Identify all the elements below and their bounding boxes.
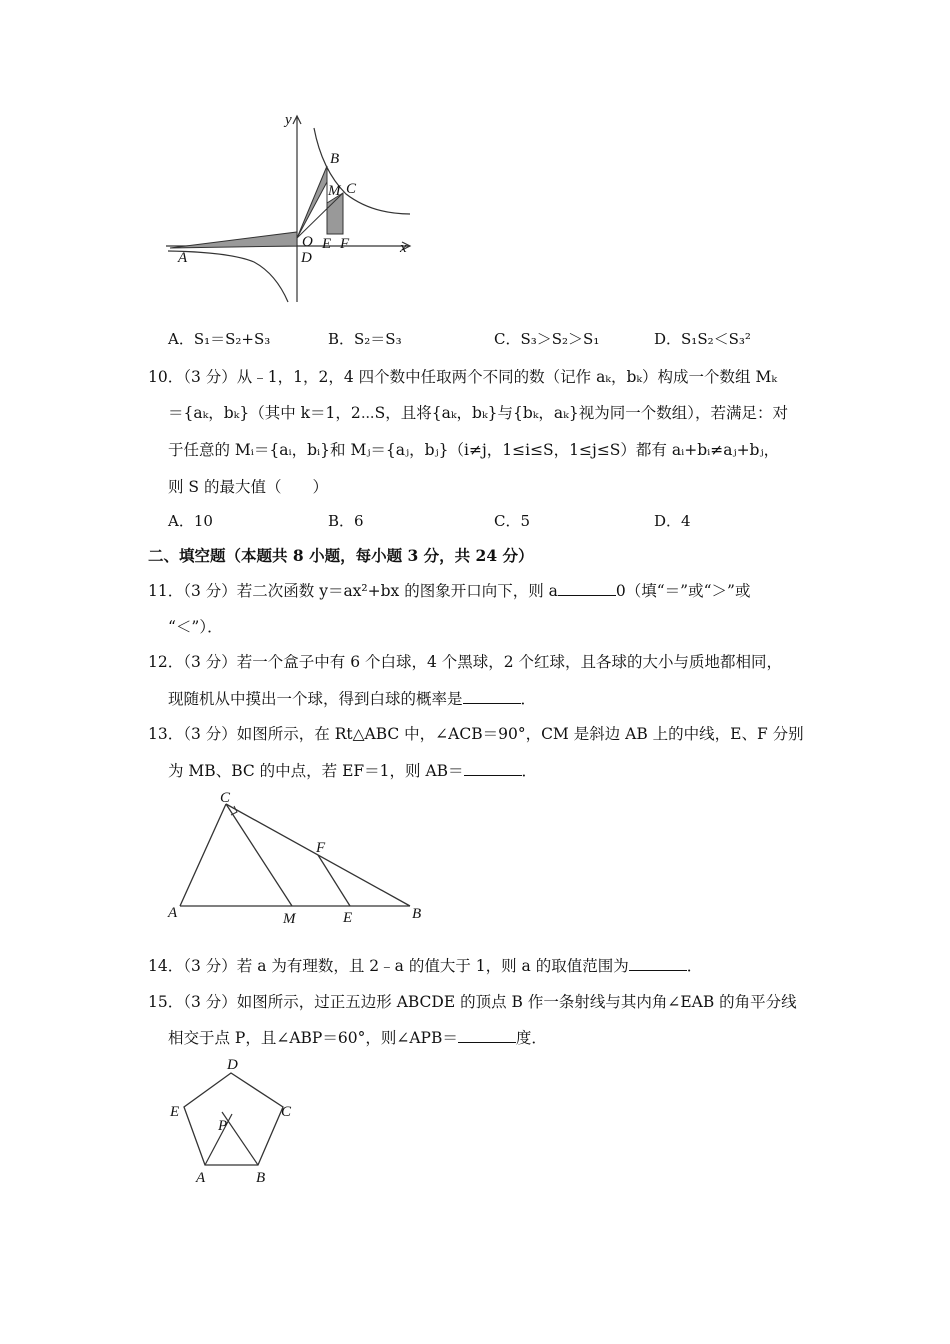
q10-option-b[interactable]: B．6 (328, 512, 364, 530)
q12-answer-blank[interactable] (463, 689, 521, 704)
label-f: F (316, 840, 326, 856)
shaded-region-mefc (327, 193, 343, 234)
shaded-triangle-aod (170, 232, 297, 248)
q9-option-b[interactable]: B．S₂＝S₃ (328, 330, 402, 348)
q9-option-d[interactable]: D．S₁S₂＜S₃² (654, 330, 751, 348)
segment-fe (318, 855, 350, 906)
q13-line-2 (168, 759, 537, 781)
q13-triangle-figure (160, 785, 440, 930)
q15-text-a: 相交于点 P，且∠ABP＝60°，则∠APB＝ (168, 1029, 458, 1047)
q11-line-1 (148, 579, 750, 601)
label-c: C (281, 1104, 292, 1120)
q10-line-1: 10．（3 分）从﹣1，1，2，4 四个数中任取两个不同的数（记作 aₖ，bₖ）构成一个数组 Mₖ (148, 368, 777, 386)
label-e: E (170, 1104, 180, 1120)
q13-line-1: 13．（3 分）如图所示，在 Rt△ABC 中，∠ACB＝90°，CM 是斜边 AB 上的中线，E、F 分别 (148, 725, 804, 743)
q10-option-c[interactable]: C．5 (494, 512, 531, 530)
q14-text-b: ． (686, 957, 703, 975)
q11-line-2: “＜”）． (168, 618, 223, 636)
q12-line-2 (168, 687, 536, 709)
q13-text-a: 为 MB、BC 的中点，若 EF＝1，则 AB＝ (168, 762, 464, 780)
q9-option-c[interactable]: C．S₃＞S₂＞S₁ (494, 330, 600, 348)
label-m: M (283, 911, 296, 927)
label-c: C (346, 181, 357, 197)
label-m: M (328, 183, 341, 199)
label-x: x (400, 240, 407, 256)
q15-answer-blank[interactable] (458, 1028, 516, 1043)
q11-answer-blank[interactable] (558, 581, 616, 596)
q15-pentagon-figure (160, 1052, 310, 1192)
label-a: A (168, 905, 178, 921)
label-d: D (227, 1057, 238, 1073)
q9-option-a[interactable]: A．S₁＝S₂+S₃ (168, 330, 271, 348)
q11-text-b: 0（填“＝”或“＞”或 (615, 582, 751, 600)
label-b: B (256, 1170, 266, 1186)
q15-text-b: 度． (515, 1029, 547, 1047)
label-d: D (301, 250, 312, 266)
q10-line-4: 则 S 的最大值（ ） (168, 478, 328, 496)
label-p: P (218, 1118, 228, 1134)
q12-line-1: 12．（3 分）若一个盒子中有 6 个白球，4 个黑球，2 个红球，且各球的大小与质地都相同， (148, 653, 783, 671)
q10-line-2: ＝{aₖ，bₖ}（其中 k＝1，2⋯S，且将{aₖ，bₖ}与{bₖ，aₖ}视为同一个数组），若满足：对 (168, 404, 788, 422)
q10-option-d[interactable]: D．4 (654, 512, 691, 530)
section-2-heading: 二、填空题（本题共 8 小题，每小题 3 分，共 24 分） (148, 546, 534, 565)
q9-hyperbola-figure (160, 108, 420, 308)
q14-answer-blank[interactable] (629, 956, 687, 971)
q13-text-b: ． (521, 762, 538, 780)
label-a: A (178, 250, 188, 266)
label-b: B (330, 151, 340, 167)
label-b: B (412, 906, 422, 922)
q12-text-a: 现随机从中摸出一个球，得到白球的概率是 (168, 690, 463, 708)
q12-text-b: ． (520, 690, 537, 708)
q14-text-a: 14．（3 分）若 a 为有理数，且 2﹣a 的值大于 1，则 a 的取值范围为 (148, 957, 629, 975)
pentagon-abcde (184, 1073, 283, 1165)
median-cm (226, 804, 292, 906)
q15-line-1: 15．（3 分）如图所示，过正五边形 ABCDE 的顶点 B 作一条射线与其内角∠EAB 的角平分线 (148, 993, 797, 1011)
side-ac (180, 804, 226, 906)
hyperbola-branch-right (314, 128, 410, 214)
label-y: y (285, 112, 292, 128)
q10-option-a[interactable]: A．10 (168, 512, 213, 530)
label-a: A (196, 1170, 206, 1186)
label-o: O (302, 234, 313, 250)
label-f: F (340, 236, 350, 252)
q10-line-3: 于任意的 Mᵢ＝{aᵢ，bᵢ}和 Mⱼ＝{aⱼ，bⱼ}（i≠j，1≤i≤S，1≤j≤S）都有 aᵢ+bᵢ≠aⱼ+bⱼ， (168, 441, 780, 459)
q15-line-2 (168, 1026, 547, 1048)
q14-line-1 (148, 954, 702, 976)
label-c: C (220, 790, 231, 806)
label-e: E (343, 910, 353, 926)
ray-from-b (222, 1112, 258, 1165)
shaded-triangle-obm (297, 166, 327, 238)
q13-answer-blank[interactable] (464, 761, 522, 776)
q11-text-a: 11．（3 分）若二次函数 y＝ax²+bx 的图象开口向下，则 a (148, 582, 558, 600)
label-e: E (322, 236, 332, 252)
